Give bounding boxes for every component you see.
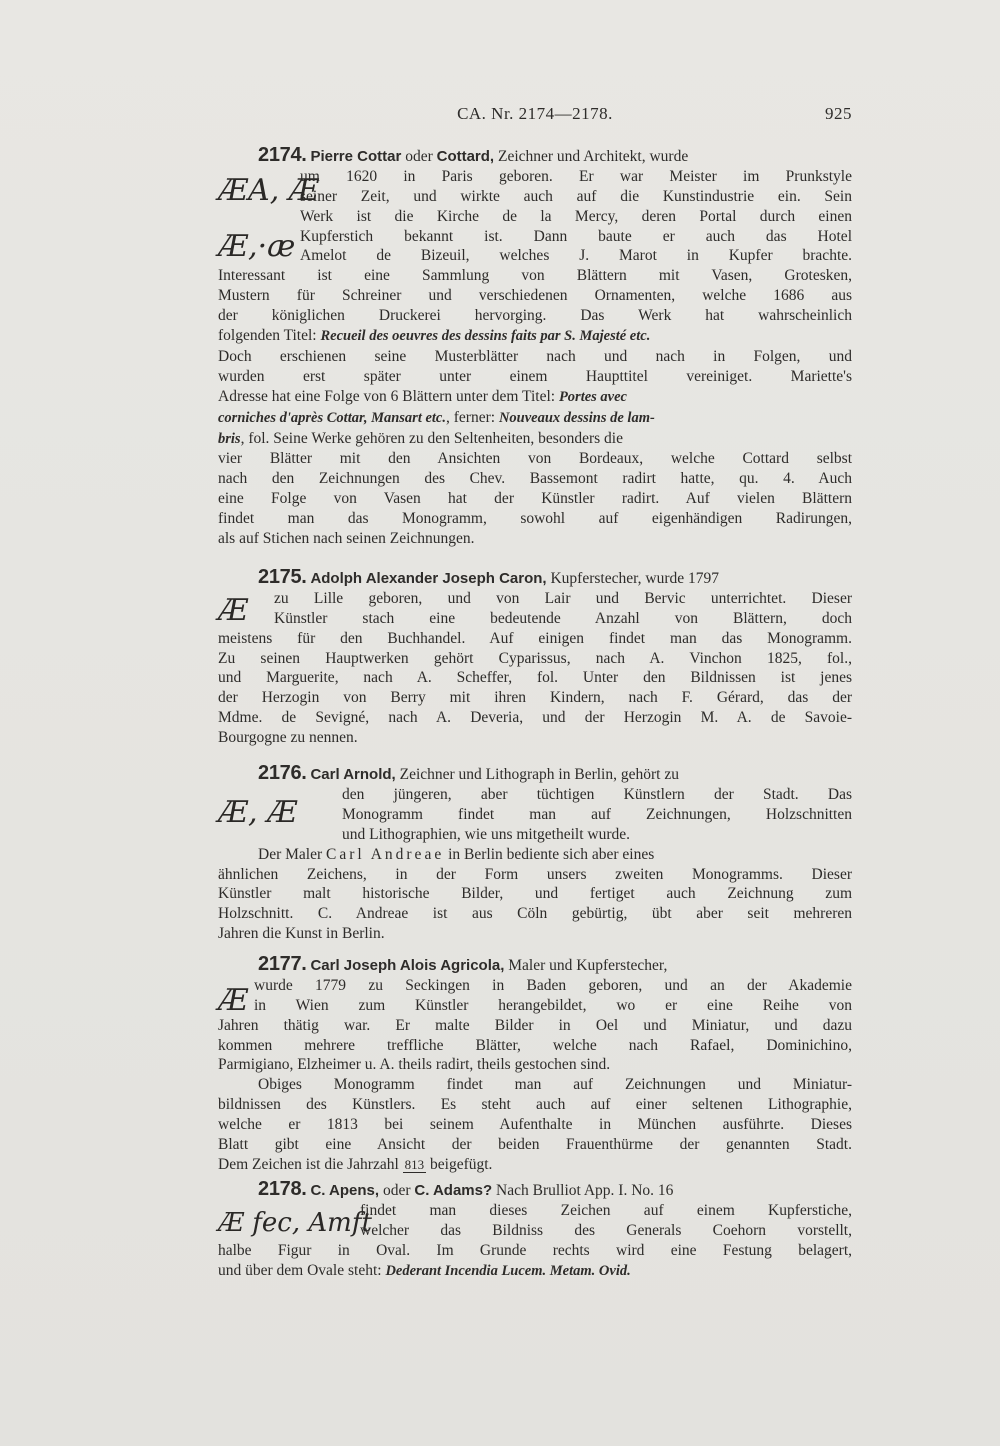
monogram-2178: Æ fec, Amft [218,1208,372,1238]
artist-name-alt: Cottard, [436,148,495,165]
artist-name: Carl Arnold, [310,766,396,783]
running-header [218,104,852,130]
monogram-2174-b: Æ,·æ [218,229,296,264]
monogram-2174-a: ÆA, Æ [218,173,319,208]
artist-name: Adolph Alexander Joseph Caron, [310,570,547,587]
entry-number: 2175. [258,568,307,588]
entry-2175: 2175. Adolph Alexander Joseph Caron, Kupferstecher, wurde 1797 zu Lille geboren, und von Lair und Bervic unterrichtet. Dieser Künstler stach eine bedeutende Anzahl von Blättern, doch meistens für den Buchhandel. Auf einigen findet man das Monogramm. Zu seinen Hauptwerken gehört Cyparissus, nach A. Vinchon 1825, fol., und Marguerite, nach A. Scheffer, fol. Unter den Bildnissen ist jenes der Herzogin von Berry mit ihren Kindern, nach F. Gérard, das der Mdme. de Sevigné, nach A. Deveria, und der Herzogin M. A. de Savoie- Bourgogne zu nennen. [218,568,852,747]
entry-2177: 2177. Carl Joseph Alois Agricola, Maler und Kupferstecher, wurde 1779 zu Seckingen in Baden geboren, und an der Akademie in Wien zum Künstler herangebildet, wo er eine Reihe von Jahren thätig war. Er malte Bilder in Oel und Miniatur, und dazu kommen mehrere treffliche Blätter, welche nach Rafael, Dominichino, Parmigiano, Elzheimer u. A. theils radirt, theils gestochen sind. Obiges Monogramm findet man auf Zeichnungen und Miniatur- bildnissen des Künstlers. Es steht auch auf einer seltenen Lithographie, welche er 1813 bei seinem Aufenthalte in München ausführte. Dieses Blatt gibt eine Ansicht der beiden Frauenthürme der genannten Stadt. Dem Zeichen ist die Jahrzahl 813 beigefügt. [218,955,852,1173]
artist-name: C. Apens, [310,1182,380,1199]
entry-2178: 2178. C. Apens, oder C. Adams? Nach Brulliot App. I. No. 16 findet man dieses Zeichen auf einem Kupferstiche, welcher das Bildniss des Generals Coehorn vorstellt, halbe Figur in Oval. Im Grunde rechts wird eine Festung belagert, und über dem Ovale steht: Dederant Incendia Lucem. Metam. Ovid. [218,1180,852,1279]
entry-number: 2174. [258,146,307,166]
entry-number: 2177. [258,955,307,975]
artist-name-alt: C. Adams? [414,1182,493,1199]
monogram-2176: Æ, Æ [218,795,298,830]
entry-2174: 2174. Pierre Cottar oder Cottard, Zeichner und Architekt, wurde um 1620 in Paris geboren. Er war Meister im Prunkstyle seiner Zeit, und wirkte auch auf die Kunstindustrie ein. Sein Werk ist die Kirche de la Mercy, deren Portal durch einen Kupferstich bekannt ist. Dann baute er auch das Hotel Amelot de Bizeuil, welches J. Marot in Kupfer brachte. Interessant ist eine Sammlung von Blättern mit Vasen, Grotesken, Mustern für Schreiner und verschiedenen Ornamenten, welche 1686 aus der königlichen Druckerei hervorging. Das Werk hat wahrscheinlich folgenden Titel: Recueil des oeuvres des dessins faits par S. Majesté etc. Doch erschienen seine Musterblätter nach und nach in Folgen, und wurden erst später unter einem Haupttitel vereiniget. Mariette's Adresse hat eine Folge von 6 Blättern unter dem Titel: Portes avec corniches d'après Cottar, Mansart etc., ferner: Nouveaux dessins de lam- bris, fol. Seine Werke gehören zu den Seltenheiten, besonders die vier Blätter mit den Ansichten von Bordeaux, welche Cottard selbst nach den Zeichnungen des Chev. Bassemont radirt hatte, qu. 4. Auch eine Folge von Vasen hat der Künstler radirt. Auf vielen Blättern findet man das Monogramm, sowohl auf eigenhändigen Radirungen, als auf Stichen nach seinen Zeichnungen. [218,146,852,547]
artist-name-spaced: Carl Andreae [326,845,445,863]
monogram-2175: Æ [218,593,249,628]
year-mark: 813 [404,1156,425,1172]
monogram-2177: Æ [218,983,249,1018]
artist-name: Pierre Cottar [310,148,402,165]
artist-name: Carl Joseph Alois Agricola, [310,957,505,974]
entry-number: 2176. [258,764,307,784]
entry-number: 2178. [258,1180,307,1200]
book-title: Recueil des oeuvres des dessins faits par S. Majesté etc. [320,328,651,345]
entry-2176: 2176. Carl Arnold, Zeichner und Lithograph in Berlin, gehört zu den jüngeren, aber tüchtigen Künstlern der Stadt. Das Monogramm findet man auf Zeichnungen, Holzschnitten und Lithographien, wie uns mitgetheilt wurde. Der Maler Carl Andreae in Berlin bediente sich aber eines ähnlichen Zeichens, in der Form unsers zweiten Monogramms. Dieser Künstler malt historische Bilder, und fertiget auch Zeichnung zum Holzschnitt. C. Andreae ist aus Cöln gebürtig, übt aber seit mehreren Jahren die Kunst in Berlin. [218,764,852,943]
quote-inscription: Dederant Incendia Lucem. Metam. Ovid. [385,1262,631,1279]
header-title: CA. Nr. 2174—2178. [457,104,613,123]
page-number: 925 [825,104,852,123]
